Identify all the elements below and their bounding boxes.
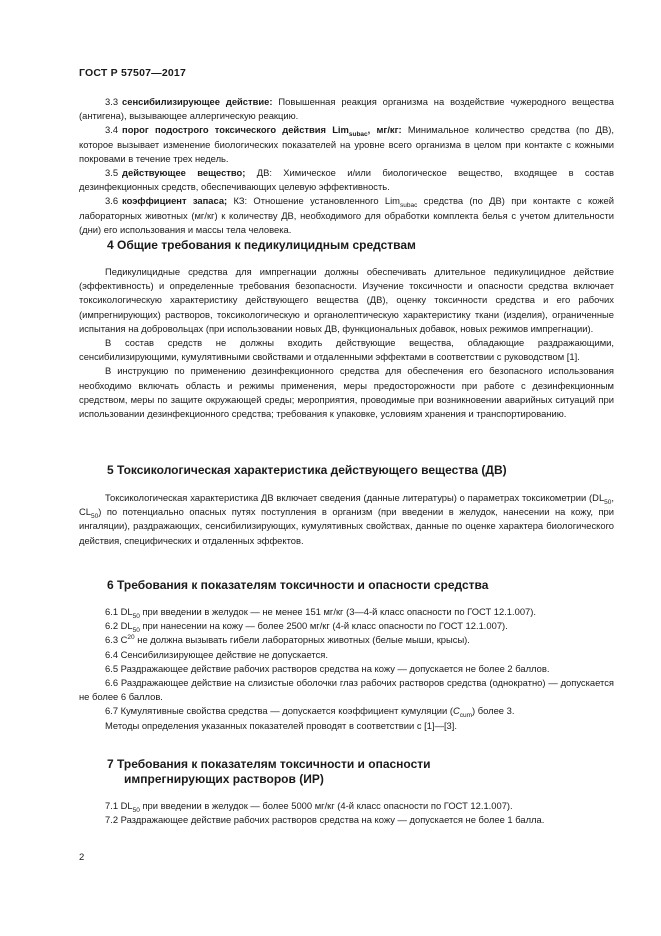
section-5-body [79, 491, 614, 548]
requirement-7-2: 7.2 Раздражающее действие рабочих растворов средства на кожу — допускается не более 1 балла. [105, 814, 545, 826]
section-4-heading: 4 Общие требования к педикулицидным средствам [107, 238, 416, 252]
requirement-6-1: 6.1 $DL_{50}$ при введении в желудок — не менее 151 мг/кг (3—4-й класс опасности по ГОСТ 12.1.007). [105, 606, 536, 620]
requirement-6-6: 6.6 Раздражающее действие на слизистые оболочки глаз рабочих растворов средства (однократно) — допускается не более 6 баллов. [79, 677, 614, 703]
requirement-6-7: 6.7 Кумулятивные свойства средства — допускается коэффициент кумуляции $(C_{cum})$ более 3. [105, 705, 515, 720]
requirement-6-4: 6.4 Сенсибилизирующее действие не допускается. [105, 648, 328, 660]
section-7-heading [107, 757, 607, 787]
section-3-definitions [79, 95, 614, 237]
definition-3-5: 3.5 действующее вещество; ДВ: Химическое и/или биологическое вещество, входящее в состав дезинфекционных средств, обеспечивающих целевую эффективность. [79, 167, 615, 193]
requirement-7-1: 7.1 $DL_{50}$ при введении в желудок — более 5000 мг/кг (4-й класс опасности по ГОСТ 12.1.007). [105, 800, 513, 814]
definition-3-3: 3.3 сенсибилизирующее действие: Повышенная реакция организма на воздействие чужеродного вещества (антигена), вызывающее аллергическую реакцию. [79, 96, 614, 122]
definition-3-4: 3.4 порог подострого токсического действия Lim$_{subac}$, мг/кг: Минимальное количество средства (по ДВ), которое вызывает изменение биологических показателей на уровне всего организма в целом при контакте с кожными покровами в течение трех недель. [79, 124, 615, 164]
document-header: ГОСТ Р 57507—2017 [79, 67, 187, 79]
section-5-paragraph: Токсикологическая характеристика ДВ включает сведения (данные литературы) о параметрах токсикометрии ($DL_{50}$, $CL_{50}$) по потенциально опасных путях поступления в организм (при введении в желудок, нанесении на кожу, при ингаляции), раздражающих, сенсибилизирующих, кумулятивных свойствах, данные по оценке характера биологического действия, специфических и отдаленных эффектов. [79, 492, 614, 546]
definition-3-6: 3.6 коэффициент запаса; КЗ: Отношение установленного Lim$_{subac}$ средства (по ДВ) при контакте с кожей лабораторных животных (мг/кг) к количеству ДВ, необходимого для обработки комплекта белья с учетом длительности (дни) его использования и массы тела человека. [79, 195, 614, 235]
section-4-paragraph: Педикулицидные средства для импрегнации должны обеспечивать длительное педикулицидное действие (эффективность) и определенные требования безопасности. Изучение токсичности и опасности средства включает токсикологическую характеристику действующего вещества (ДВ), оценку токсичности средства и его рабочих (импрегнирующих) растворов, токсикологическую и органолептическую характеристику ткани (изделия), ограниченные испытания на добровольцах (при использовании новых ДВ, функциональных добавок, новых режимов импрегнации). [79, 266, 614, 334]
requirement-6-2: 6.2 $DL_{50}$ при нанесении на кожу — более 2500 мг/кг (4-й класс опасности по ГОСТ 12.1.007). [105, 620, 508, 635]
section-7-heading-line-2: импрегнирующих растворов (ИР) [124, 772, 324, 786]
requirement-6-5: 6.5 Раздражающее действие рабочих растворов средства на кожу — допускается не более 2 баллов. [105, 662, 550, 674]
section-4-body [79, 265, 614, 421]
section-4-paragraph: В состав средств не должны входить действующие вещества, обладающие раздражающими, сенсибилизирующими, кумулятивными свойствами и отдаленными эффектами в соответствии с руководством [1]. [79, 337, 614, 363]
section-5-heading: 5 Токсикологическая характеристика действующего вещества (ДВ) [107, 463, 507, 477]
page-number: 2 [79, 852, 85, 863]
requirement-6-3: 6.3 $C^{20}$ не должна вызывать гибели лабораторных животных (белые мыши, крысы). [105, 634, 470, 646]
section-4-paragraph: В инструкцию по применению дезинфекционного средства для обеспечения его безопасного использования необходимо включать область и режимы применения, меры предосторожности при работе с дезинфекционным средством, меры по защите окружающей среды; мероприятия, проводимые при возникновении аварийных ситуаций при использовании дезинфекционного средства; требования к упаковке, условиям хранения и транспортированию. [79, 365, 614, 420]
methods-note: Методы определения указанных показателей проводят в соответствии с [1]—[3]. [105, 719, 457, 731]
section-6-heading: 6 Требования к показателям токсичности и опасности средства [107, 578, 489, 592]
section-6-body [79, 605, 614, 733]
section-7-heading-line-1: 7 Требования к показателям токсичности и опасности [107, 757, 431, 771]
section-7-body [79, 799, 614, 827]
